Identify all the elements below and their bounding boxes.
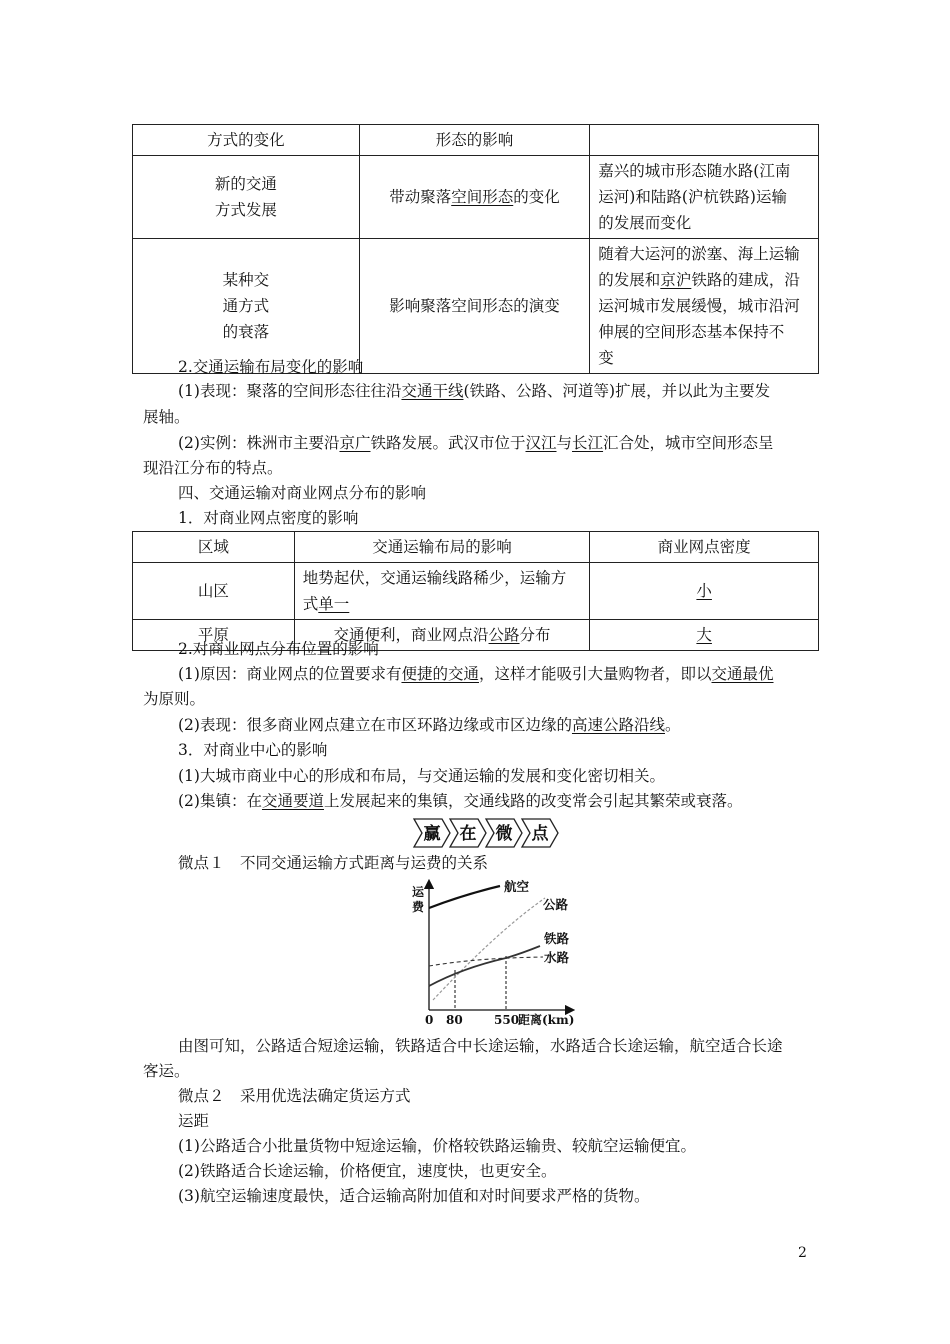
table-cell <box>590 156 819 239</box>
table-cell <box>359 156 590 239</box>
paragraph-line <box>178 378 770 404</box>
answer-blank: 空间形态 <box>451 188 514 206</box>
text: (铁路、公路、河道等)扩展，并以此为主要发 <box>463 382 771 400</box>
banner-char: 赢 <box>423 824 441 844</box>
text: (2)集镇：在 <box>178 792 262 810</box>
paragraph-line: (3)航空运输速度最快，适合运输高附加值和对时间要求严格的货物。 <box>178 1187 650 1205</box>
subsection-heading: 3．对商业中心的影响 <box>178 741 328 759</box>
paragraph-line: 为原则。 <box>143 690 206 708</box>
settlement-table <box>132 124 819 374</box>
answer-blank: 长江 <box>572 434 604 452</box>
answer-blank: 公路 <box>488 626 520 644</box>
paragraph-line: (2)铁路适合长途运输，价格便宜，速度快，也更安全。 <box>178 1162 557 1180</box>
cell-line: 通方式 <box>222 297 270 315</box>
series-label: 铁路 <box>544 931 570 946</box>
y-axis-label: 运费 <box>412 885 425 914</box>
table-header-cell: 形态的影响 <box>359 125 590 156</box>
paragraph-line <box>178 712 681 738</box>
table-row <box>133 563 819 620</box>
answer-blank: 高速公路沿线 <box>571 716 665 734</box>
text: 铁路发展。武汉市位于 <box>370 434 526 452</box>
point-title: 微点２ 采用优选法确定货运方式 <box>178 1087 411 1105</box>
cell-line: 嘉兴的城市形态随水路(江南 <box>598 162 791 180</box>
page-number: 2 <box>798 1245 807 1261</box>
table-cell <box>590 563 819 620</box>
table-cell: 平原 <box>133 620 295 651</box>
paragraph-line: 运距 <box>178 1112 210 1130</box>
answer-blank: 汉江 <box>525 434 557 452</box>
cell-line: 的衰落 <box>222 323 270 341</box>
paragraph-line: (1)大城市商业中心的形成和布局，与交通运输的发展和变化密切相关。 <box>178 767 665 785</box>
cell-line: 随着大运河的淤塞、海上运输 <box>598 245 800 263</box>
table-header-cell: 交通运输布局的影响 <box>294 532 590 563</box>
subsection-heading: 1．对商业网点密度的影响 <box>178 509 359 527</box>
density-table <box>132 531 819 651</box>
cell-text: 铁路的建成，沿 <box>691 271 800 289</box>
text: ，这样才能吸引大量购物者，即以 <box>478 665 712 683</box>
answer-blank: 京广 <box>339 434 371 452</box>
text: 。 <box>664 716 681 734</box>
text: 分布 <box>519 626 551 644</box>
table-cell <box>294 563 590 620</box>
table-header-cell <box>590 125 819 156</box>
x-axis-label: 距离(km) <box>518 1013 575 1027</box>
section-banner <box>412 816 562 850</box>
cell-text: 的发展和 <box>598 271 661 289</box>
answer-blank: 单一 <box>318 595 350 613</box>
series-label: 航空 <box>504 879 530 894</box>
table-cell <box>590 620 819 651</box>
point-title: 微点１ 不同交通运输方式距离与运费的关系 <box>178 854 489 872</box>
answer-blank: 京沪 <box>660 271 692 289</box>
series-line-water <box>429 957 543 966</box>
answer-blank: 交通要道 <box>261 792 324 810</box>
table-cell <box>590 239 819 374</box>
cell-line: 运河城市发展缓慢，城市沿河 <box>598 297 800 315</box>
banner-char: 点 <box>531 824 549 844</box>
text: 式 <box>302 595 319 613</box>
table-cell <box>133 156 360 239</box>
answer-blank: 便捷的交通 <box>401 665 479 683</box>
paragraph-line: 现沿江分布的特点。 <box>143 459 283 477</box>
banner-char: 微 <box>495 824 513 844</box>
table-cell: 影响聚落空间形态的演变 <box>359 239 590 374</box>
text: (1)原因：商业网点的位置要求有 <box>178 665 402 683</box>
freight-cost-chart <box>400 878 600 1030</box>
answer-blank: 交通干线 <box>401 382 464 400</box>
section-heading: 2.交通运输布局变化的影响 <box>178 358 364 376</box>
series-label: 公路 <box>543 897 569 912</box>
paragraph-line: 展轴。 <box>143 408 190 426</box>
answer-blank: 小 <box>696 582 712 600</box>
subsection-heading: 2.对商业网点分布位置的影响 <box>178 640 379 658</box>
cell-line: 运河)和陆路(沪杭铁路)运输 <box>598 188 787 206</box>
series-line-rail <box>429 946 540 986</box>
paragraph-line: (1)公路适合小批量货物中短途运输，价格较铁路运输贵、较航空运输便宜。 <box>178 1137 696 1155</box>
answer-blank: 交通最优 <box>711 665 774 683</box>
x-tick-label: 550 <box>494 1013 520 1027</box>
cell-line <box>303 591 582 617</box>
cell-line: 伸展的空间形态基本保持不 <box>598 323 785 341</box>
cell-line: 的发展而变化 <box>598 214 692 232</box>
cell-line: 某种交 <box>222 271 270 289</box>
cell-line: 方式发展 <box>214 201 277 219</box>
text: 上发展起来的集镇，交通线路的改变常会引起其繁荣或衰落。 <box>323 792 743 810</box>
table-cell: 山区 <box>133 563 295 620</box>
cell-line: 变 <box>598 349 614 367</box>
section-heading: 四、交通运输对商业网点分布的影响 <box>178 484 427 502</box>
series-line-air <box>429 886 500 908</box>
series-label: 水路 <box>544 950 570 965</box>
cell-text: 的变化 <box>513 188 560 206</box>
series-line-road <box>433 898 545 1000</box>
x-tick-label: 80 <box>446 1013 463 1027</box>
paragraph-line <box>178 661 774 687</box>
text: 汇合处，城市空间形态呈 <box>603 434 774 452</box>
cell-line: 地势起伏，交通运输线路稀少，运输方 <box>302 569 567 587</box>
text: (2)实例：株洲市主要沿 <box>178 434 340 452</box>
table-row <box>133 156 819 239</box>
table-header-cell: 区域 <box>133 532 295 563</box>
table-header-cell: 方式的变化 <box>133 125 360 156</box>
banner-char: 在 <box>459 824 477 844</box>
paragraph-line <box>178 430 774 456</box>
paragraph-line: 客运。 <box>143 1062 190 1080</box>
cell-line <box>598 267 810 293</box>
cell-text: 带动聚落 <box>389 188 452 206</box>
table-header-cell: 商业网点密度 <box>590 532 819 563</box>
text: (1)表现：聚落的空间形态往往沿 <box>178 382 402 400</box>
paragraph-line: 由图可知，公路适合短途运输，铁路适合中长途运输，水路适合长途运输，航空适合长途 <box>178 1037 783 1055</box>
paragraph-line <box>178 788 743 814</box>
text: (2)表现：很多商业网点建立在市区环路边缘或市区边缘的 <box>178 716 572 734</box>
text: 与 <box>556 434 573 452</box>
cell-line: 新的交通 <box>214 175 277 193</box>
answer-blank: 大 <box>696 626 712 644</box>
text: 交通便利，商业网点沿 <box>333 626 489 644</box>
x-tick-label: 0 <box>425 1013 434 1027</box>
